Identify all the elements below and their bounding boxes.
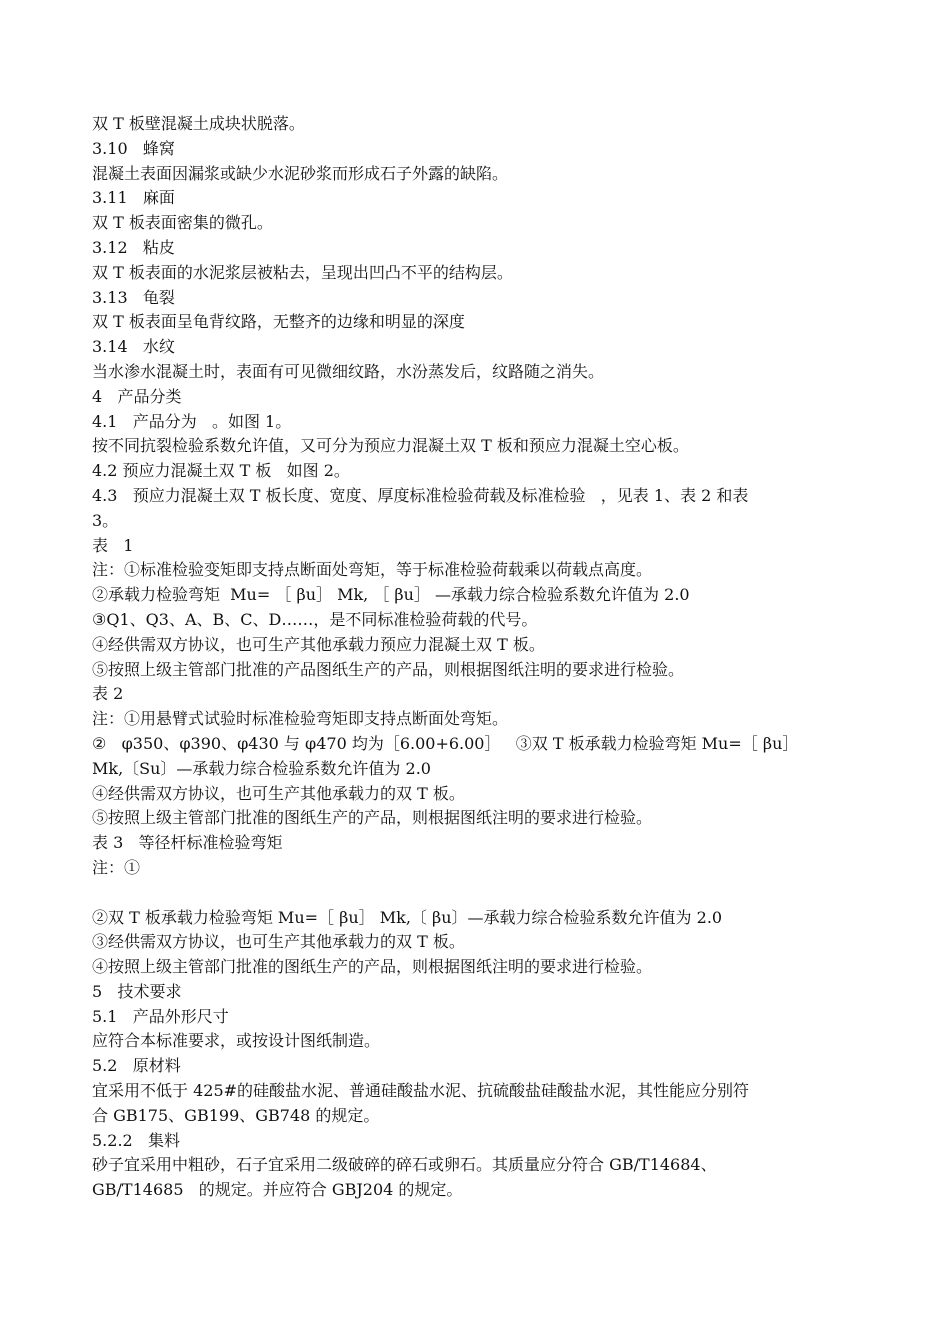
- text-line: 双 T 板表面的水泥浆层被粘去，呈现出凹凸不平的结构层。: [92, 262, 513, 282]
- text-line: 4.3 预应力混凝土双 T 板长度、宽度、厚度标准检验荷载及标准检验 ，见表 1、表 2 和表: [92, 485, 749, 505]
- text-line: 当水渗水混凝土时，表面有可见微细纹路，水汾蒸发后，纹路随之消失。: [92, 361, 605, 381]
- note-line: ⑤按照上级主管部门批准的产品图纸生产的产品，则根据图纸注明的要求进行检验。: [92, 659, 685, 679]
- note-line: ③经供需双方协议，也可生产其他承载力的双 T 板。: [92, 932, 465, 952]
- table-caption: 表 3 等径杆标准检验弯矩: [92, 833, 283, 853]
- section-heading: 5.1 产品外形尺寸: [92, 1006, 229, 1026]
- text-line: 合 GB175、GB199、GB748 的规定。: [92, 1105, 380, 1125]
- section-heading: 5.2 原材料: [92, 1056, 181, 1076]
- section-heading: 3.10 蜂窝: [92, 138, 175, 158]
- section-heading: 5 技术要求: [92, 981, 182, 1001]
- text-line: 应符合本标准要求，或按设计图纸制造。: [92, 1031, 381, 1051]
- section-heading: 5.2.2 集料: [92, 1130, 180, 1150]
- section-heading: 3.11 麻面: [92, 188, 175, 208]
- text-line: 3。: [92, 510, 119, 530]
- text-line: 双 T 板壁混凝土成块状脱落。: [92, 114, 305, 133]
- section-heading: 3.13 龟裂: [92, 287, 175, 307]
- note-line: ④经供需双方协议，也可生产其他承载力预应力混凝土双 T 板。: [92, 634, 545, 654]
- text-line: 宜采用不低于 425#的硅酸盐水泥、普通硅酸盐水泥、抗硫酸盐硅酸盐水泥，其性能应分别符: [92, 1081, 750, 1101]
- note-line: ⑤按照上级主管部门批准的图纸生产的产品，则根据图纸注明的要求进行检验。: [92, 808, 653, 828]
- note-line: ③Q1、Q3、A、B、C、D……，是不同标准检验荷载的代号。: [92, 609, 538, 629]
- note-line: 注：①: [92, 857, 141, 877]
- note-line: ④按照上级主管部门批准的图纸生产的产品，则根据图纸注明的要求进行检验。: [92, 957, 653, 977]
- text-line: 砂子宜采用中粗砂，石子宜采用二级破碎的碎石或卵石。其质量应分符合 GB/T14684、: [92, 1155, 717, 1175]
- table-caption: 表 2: [92, 684, 124, 704]
- section-heading: 4.2 预应力混凝土双 T 板 如图 2。: [92, 461, 350, 481]
- note-line: ②承载力检验弯矩 Mu= ［ βu］ Mk, ［ βu］ —承载力综合检验系数允许值为 2.0: [92, 585, 690, 605]
- note-line: 注：①用悬臂式试验时标准检验弯矩即支持点断面处弯矩。: [92, 709, 509, 729]
- text-line: 按不同抗裂检验系数允许值，又可分为预应力混凝土双 T 板和预应力混凝土空心板。: [92, 436, 689, 456]
- blank-line: [92, 881, 872, 906]
- note-line: ④经供需双方协议，也可生产其他承载力的双 T 板。: [92, 783, 465, 803]
- section-heading: 4.1 产品分为 。如图 1。: [92, 411, 292, 431]
- text-line: 双 T 板表面密集的微孔。: [92, 213, 273, 233]
- table-caption: 表 1: [92, 535, 134, 555]
- note-line: ②双 T 板承载力检验弯矩 Mu=［ βu］ Mk,〔 βu〕—承载力综合检验系数允许值为 2.0: [92, 907, 723, 927]
- text-line: 混凝土表面因漏浆或缺少水泥砂浆而形成石子外露的缺陷。: [92, 163, 509, 183]
- note-line: 注：①标准检验变矩即支持点断面处弯矩，等于标准检验荷载乘以荷载点高度。: [92, 560, 653, 580]
- note-line: ② φ350、φ390、φ430 与 φ470 均为［6.00+6.00］ ③双 T 板承载力检验弯矩 Mu=［ βu］: [92, 733, 799, 753]
- note-line: Mk,〔Su〕—承载力综合检验系数允许值为 2.0: [92, 758, 431, 778]
- section-heading: 4 产品分类: [92, 386, 182, 406]
- text-line: 双 T 板表面呈龟背纹路，无整齐的边缘和明显的深度: [92, 312, 465, 332]
- document-body: [92, 112, 872, 1203]
- section-heading: 3.14 水纹: [92, 337, 175, 357]
- text-line: GB/T14685 的规定。并应符合 GBJ204 的规定。: [92, 1180, 463, 1200]
- section-heading: 3.12 粘皮: [92, 237, 175, 257]
